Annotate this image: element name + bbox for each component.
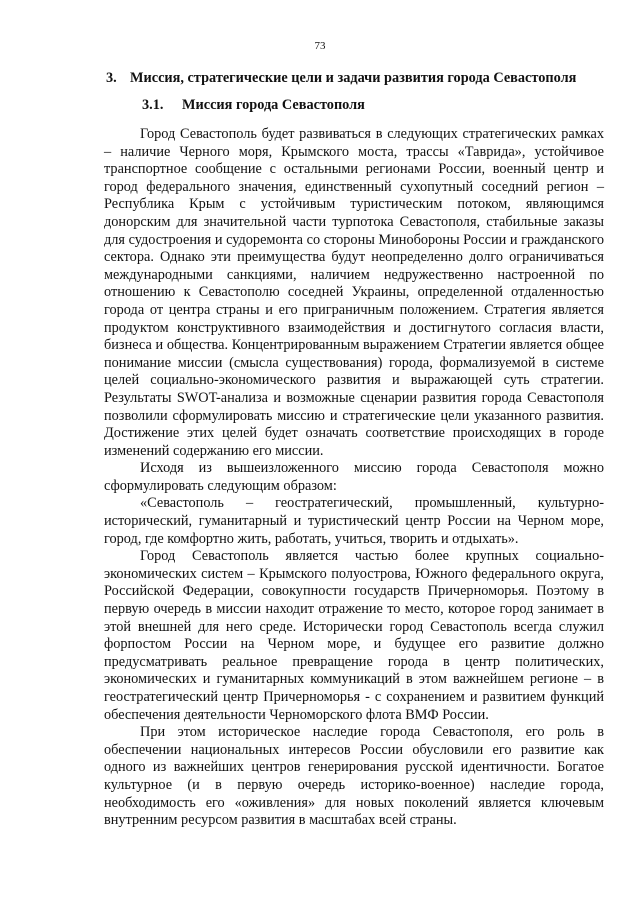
section-heading	[106, 70, 606, 87]
section-title: Миссия, стратегические цели и задачи развития города Севастополя	[130, 70, 577, 86]
page-number: 73	[314, 40, 326, 52]
subsection-number: 3.1.	[142, 97, 164, 113]
paragraph: При этом историческое наследие города Севастополя, его роль в обеспечении национальных интересов России обусловили его развитие как одного из важнейших центров генерирования русской идентичности. Богатое культурное (и в первую очередь историко-военное) наследие города, необходимость его «оживления» для новых поколений является ключевым внутренним ресурсом развития в масштабах всей страны.	[104, 724, 604, 829]
paragraph: Исходя из вышеизложенного миссию города Севастополя можно сформулировать следующим образом:	[104, 460, 604, 494]
body-text	[104, 126, 604, 830]
mission-statement: «Севастополь – геостратегический, промышленный, культурно-исторический, гуманитарный и туристический центр России на Черном море, город, где комфортно жить, работать, учиться, творить и отдыхать».	[104, 495, 604, 547]
subsection-heading	[142, 97, 365, 114]
paragraph: Город Севастополь будет развиваться в следующих стратегических рамках – наличие Черного моря, Крымского моста, трассы «Таврида», устойчивое транспортное сообщение с остальными регионами России, военный центр и город федерального значения, единственный сухопутный соседний регион – Республика Крым с устойчивым туристическим потоком, являющимся донорским для значительной части турпотока Севастополя, стабильные заказы для судостроения и судоремонта со стороны Минобороны России и гражданского сектора. Однако эти преимущества будут неопределенно долго ограничиваться международными санкциями, наличием недружественно настроенной по отношению к Севастополю соседней Украины, определенной отдаленностью города от центра страны и его приграничным положением. Стратегия является продуктом конструктивного взаимодействия и достигнутого согласия власти, бизнеса и общества. Концентрированным выражением Стратегии является общее понимание миссии (смысла существования) города, формализуемой в системе целей социально-экономического развития и выражающей суть стратегии. Результаты SWOT-анализа и возможные сценарии развития города Севастополя позволили сформулировать миссию и стратегические цели указанного развития. Достижение этих целей будет означать соответствие происходящих в городе изменений содержанию его миссии.	[104, 126, 604, 459]
section-number: 3.	[106, 70, 117, 86]
paragraph: Город Севастополь является частью более крупных социально-экономических систем – Крымского полуострова, Южного федерального округа, Российской Федерации, совокупности государств Причерноморья. Поэтому в первую очередь в миссии находит отражение то место, которое город занимает в этой внешней для него среде. Исторически город Севастополь всегда служил форпостом России на Черном море, и будущее его развитие должно предусматривать реальное превращение города в центр политических, экономических и гуманитарных коммуникаций в этом важнейшем регионе – в геостратегический центр Причерноморья - с сохранением и развитием функций обеспечения деятельности Черноморского флота ВМФ России.	[104, 548, 604, 723]
subsection-title: Миссия города Севастополя	[182, 97, 365, 113]
